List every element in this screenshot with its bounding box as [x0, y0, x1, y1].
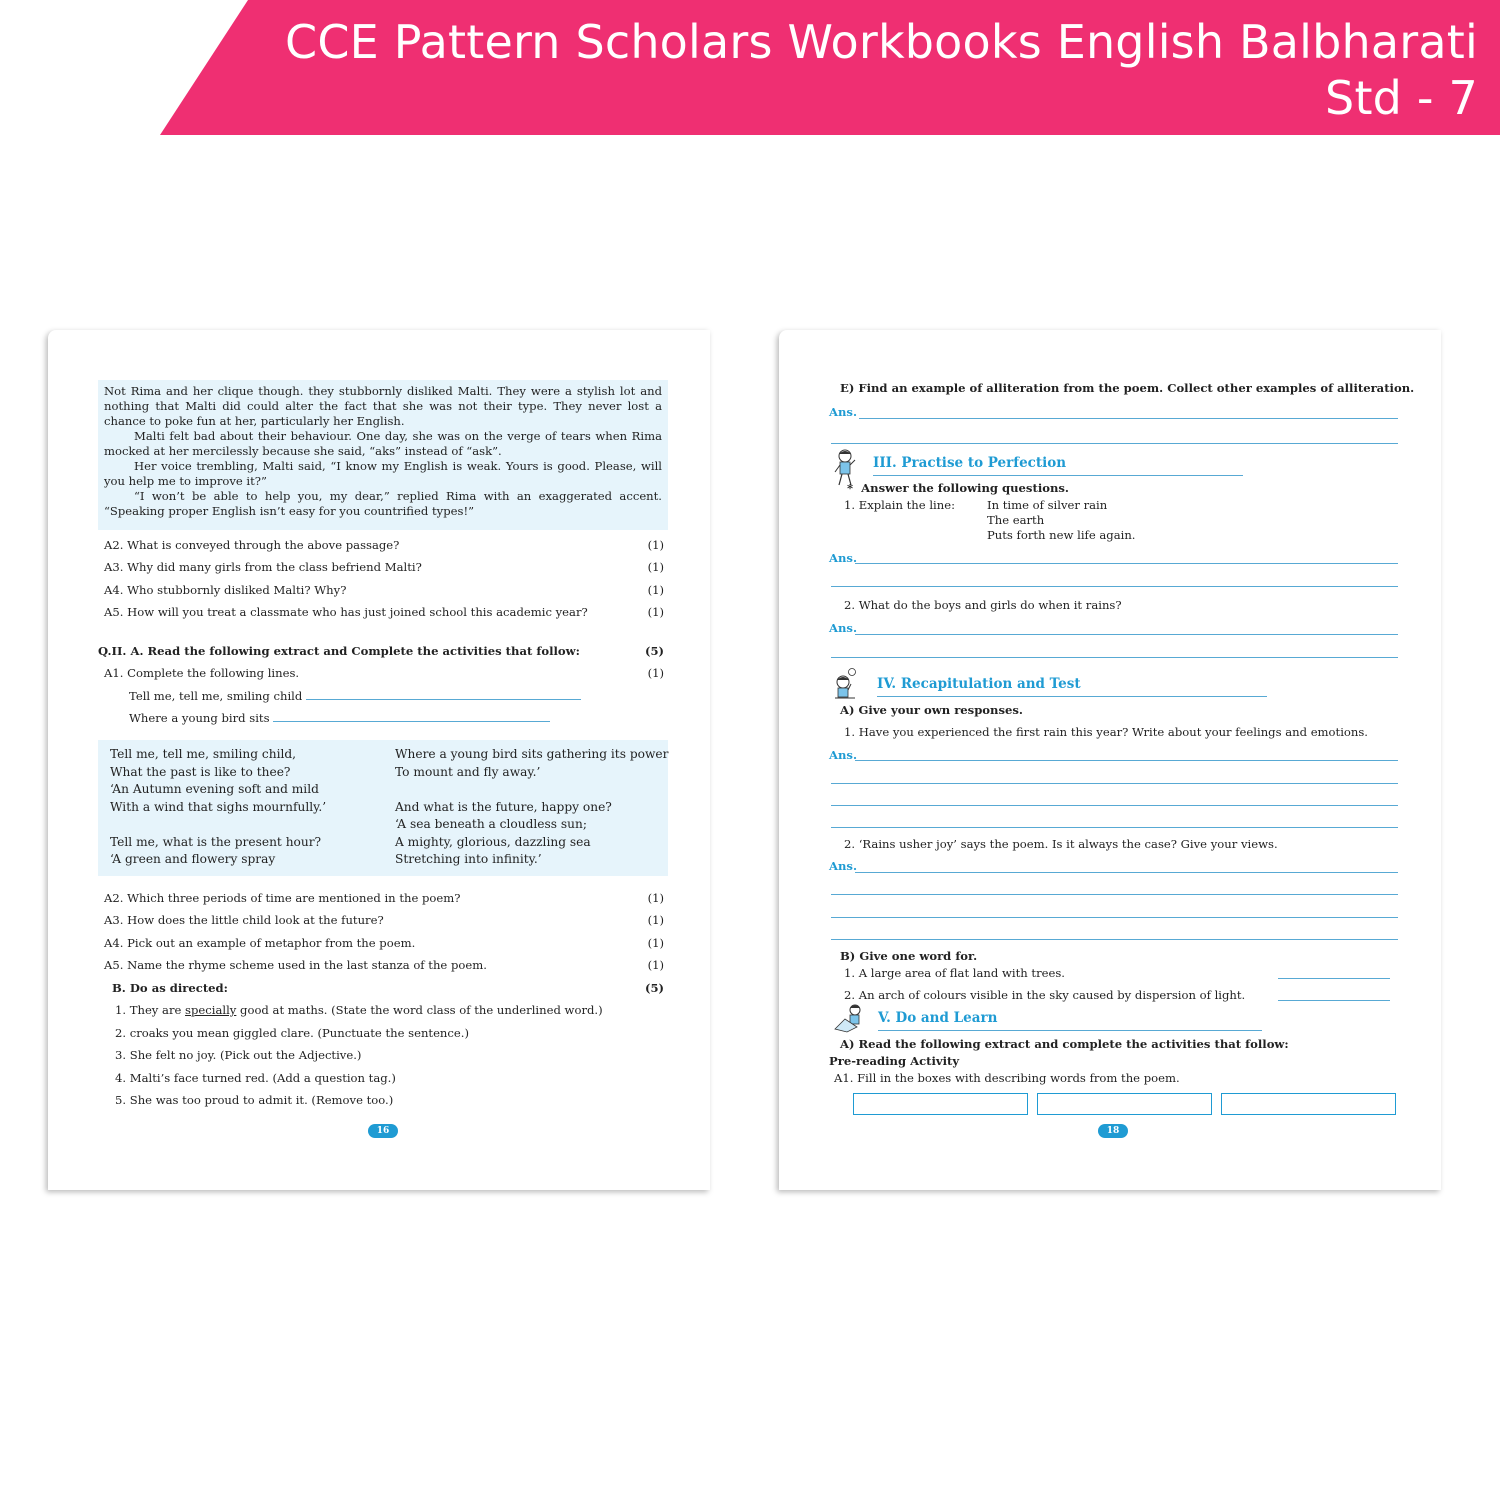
- poem-extract: [98, 740, 668, 876]
- question-a3: A3. Why did many girls from the class befriend Malti?: [104, 560, 422, 574]
- quote-line: The earth: [987, 513, 1045, 527]
- section-5-title: V. Do and Learn: [878, 1010, 998, 1026]
- sub-instruction: [847, 481, 1069, 496]
- workbook-page-16: [48, 330, 710, 1190]
- answer-box[interactable]: [1221, 1093, 1396, 1115]
- question-mark: (1): [647, 583, 664, 597]
- poem-line: ‘A green and flowery spray: [110, 852, 276, 866]
- poem-line: Tell me, what is the present hour?: [110, 834, 322, 849]
- section-mark: (5): [644, 644, 664, 658]
- question-2: 2. ‘Rains usher joy’ says the poem. Is it always the case? Give your views.: [844, 837, 1278, 851]
- question-a5: A5. Name the rhyme scheme used in the last stanza of the poem.: [104, 958, 487, 972]
- poem-column-right: [395, 746, 668, 869]
- answer-line[interactable]: [831, 894, 1398, 895]
- thinking-student-icon: [833, 668, 859, 700]
- answer-line[interactable]: [855, 760, 1398, 761]
- poem-line: And what is the future, happy one?: [395, 799, 612, 814]
- question-mark: (1): [647, 605, 664, 619]
- poem-line: What the past is like to thee?: [110, 764, 291, 779]
- answer-line[interactable]: [831, 586, 1398, 587]
- question-a4: A4. Pick out an example of metaphor from the poem.: [104, 936, 416, 950]
- question-a3: A3. How does the little child look at the future?: [104, 913, 384, 927]
- answer-line[interactable]: [831, 805, 1398, 806]
- passage-paragraph: Not Rima and her clique though. they stubbornly disliked Malti. They were a stylish lot and nothing that Malti did could alter the fact that she was not their type. They never lost a chance to poke fun at her, particularly her English.: [104, 384, 662, 428]
- poem-line: Where a young bird sits gathering its power: [395, 747, 669, 761]
- banner-title-line2: Std - 7: [1325, 71, 1478, 125]
- question-a5: A5. How will you treat a classmate who has just joined school this academic year?: [104, 605, 588, 619]
- reading-student-icon: [833, 1003, 865, 1033]
- poem-line: With a wind that sighs mournfully.’: [110, 799, 327, 814]
- banner-title-line1: CCE Pattern Scholars Workbooks English Balbharati: [285, 15, 1478, 69]
- question-mark: (1): [647, 666, 664, 680]
- workbook-page-18: [779, 330, 1441, 1190]
- passage-paragraph: Malti felt bad about their behaviour. One day, she was on the verge of tears when Rima mocked at her mercilessly because she said, “aks” instead of “ask”.: [104, 429, 662, 458]
- question-1: 1. Have you experienced the first rain this year? Write about your feelings and emotions.: [844, 725, 1368, 739]
- quote-line: Puts forth new life again.: [987, 528, 1136, 542]
- sub-instruction: B) Give one word for.: [840, 949, 978, 963]
- reading-passage: [98, 380, 668, 530]
- star-bullet: *: [847, 481, 854, 495]
- section-underline: [873, 475, 1243, 476]
- answer-label: Ans.: [829, 551, 857, 565]
- sub-instruction: A) Read the following extract and complete the activities that follow:: [840, 1037, 1289, 1051]
- answer-label: Ans.: [829, 621, 857, 635]
- question-mark: (1): [647, 891, 664, 905]
- instruction-text: Answer the following questions.: [861, 481, 1069, 495]
- one-word-item: 2. An arch of colours visible in the sky caused by dispersion of light.: [844, 988, 1246, 1002]
- do-as-directed-item: 3. She felt no joy. (Pick out the Adjective.): [115, 1048, 362, 1062]
- answer-blank[interactable]: [273, 721, 550, 722]
- question-2: 2. What do the boys and girls do when it rains?: [844, 598, 1122, 612]
- section-underline: [877, 696, 1267, 697]
- complete-line-1: [129, 689, 581, 704]
- question-mark: (1): [647, 958, 664, 972]
- quote-line: In time of silver rain: [987, 498, 1108, 512]
- answer-line[interactable]: [855, 872, 1398, 873]
- passage-paragraph: Her voice trembling, Malti said, “I know my English is weak. Yours is good. Please, will you help me to improve it?”: [104, 459, 662, 488]
- do-as-directed-item: 4. Malti’s face turned red. (Add a question tag.): [115, 1071, 396, 1085]
- answer-label: Ans.: [829, 859, 857, 873]
- answer-line[interactable]: [859, 418, 1398, 419]
- answer-line[interactable]: [855, 634, 1398, 635]
- pre-reading-heading: Pre-reading Activity: [829, 1054, 960, 1068]
- poem-line: A mighty, glorious, dazzling sea: [395, 834, 591, 849]
- poem-line: Tell me, tell me, smiling child,: [110, 747, 297, 761]
- question-1: 1. Explain the line:: [844, 498, 955, 512]
- poem-line: ‘An Autumn evening soft and mild: [110, 782, 319, 796]
- section-q2-heading: Q.II. A. Read the following extract and Complete the activities that follow:: [98, 644, 580, 658]
- answer-line[interactable]: [831, 443, 1398, 444]
- answer-line[interactable]: [831, 917, 1398, 918]
- poem-line: Stretching into infinity.’: [395, 852, 542, 866]
- question-mark: (1): [647, 936, 664, 950]
- quoted-lines: [987, 498, 1135, 543]
- item-text: good at maths. (State the word class of the underlined word.): [236, 1003, 603, 1017]
- answer-label: Ans.: [829, 405, 857, 419]
- item-text: 1. They are: [115, 1003, 186, 1017]
- answer-box[interactable]: [853, 1093, 1028, 1115]
- page-number: 16: [368, 1124, 398, 1138]
- answer-blank[interactable]: [306, 699, 581, 700]
- passage-paragraph: “I won’t be able to help you, my dear,” replied Rima with an exaggerated accent. “Speaking proper English isn’t easy for you countrified types!”: [104, 489, 662, 518]
- section-b-heading: B. Do as directed:: [112, 981, 228, 995]
- do-as-directed-item: 2. croaks you mean giggled clare. (Punctuate the sentence.): [115, 1026, 469, 1040]
- answer-line[interactable]: [831, 827, 1398, 828]
- question-a1: A1. Fill in the boxes with describing words from the poem.: [834, 1071, 1180, 1085]
- question-mark: (1): [647, 913, 664, 927]
- line-prompt: Tell me, tell me, smiling child: [129, 689, 303, 703]
- sub-instruction: A) Give your own responses.: [840, 703, 1023, 717]
- question-mark: (1): [647, 560, 664, 574]
- answer-blank[interactable]: [1278, 978, 1390, 979]
- poem-stanza-gap: [110, 816, 326, 834]
- banner-title: [285, 14, 1478, 126]
- question-a2: A2. Which three periods of time are mentioned in the poem?: [104, 891, 461, 905]
- section-4-title: IV. Recapitulation and Test: [877, 676, 1081, 692]
- answer-line[interactable]: [831, 783, 1398, 784]
- poem-column-left: [110, 746, 326, 869]
- section-3-title: III. Practise to Perfection: [873, 455, 1067, 471]
- answer-line[interactable]: [855, 563, 1398, 564]
- question-a2: A2. What is conveyed through the above passage?: [104, 538, 400, 552]
- answer-line[interactable]: [831, 657, 1398, 658]
- one-word-item: 1. A large area of flat land with trees.: [844, 966, 1065, 980]
- section-underline: [878, 1030, 1262, 1031]
- section-mark: (5): [644, 981, 664, 995]
- poem-line: To mount and fly away.’: [395, 764, 541, 779]
- do-as-directed-item: 5. She was too proud to admit it. (Remove too.): [115, 1093, 394, 1107]
- poem-stanza-gap: [395, 781, 668, 799]
- poem-line: ‘A sea beneath a cloudless sun;: [395, 817, 587, 831]
- answer-line[interactable]: [831, 939, 1398, 940]
- answer-label: Ans.: [829, 748, 857, 762]
- page-number: 18: [1098, 1124, 1128, 1138]
- answer-blank[interactable]: [1278, 1000, 1390, 1001]
- underlined-word: specially: [185, 1003, 237, 1017]
- line-prompt: Where a young bird sits: [129, 711, 270, 725]
- question-e: E) Find an example of alliteration from the poem. Collect other examples of alliteration.: [840, 381, 1415, 395]
- question-mark: (1): [647, 538, 664, 552]
- answer-box[interactable]: [1037, 1093, 1212, 1115]
- do-as-directed-item: [115, 1003, 603, 1018]
- question-a4: A4. Who stubbornly disliked Malti? Why?: [104, 583, 347, 597]
- question-a1: A1. Complete the following lines.: [104, 666, 300, 680]
- complete-line-2: [129, 711, 550, 726]
